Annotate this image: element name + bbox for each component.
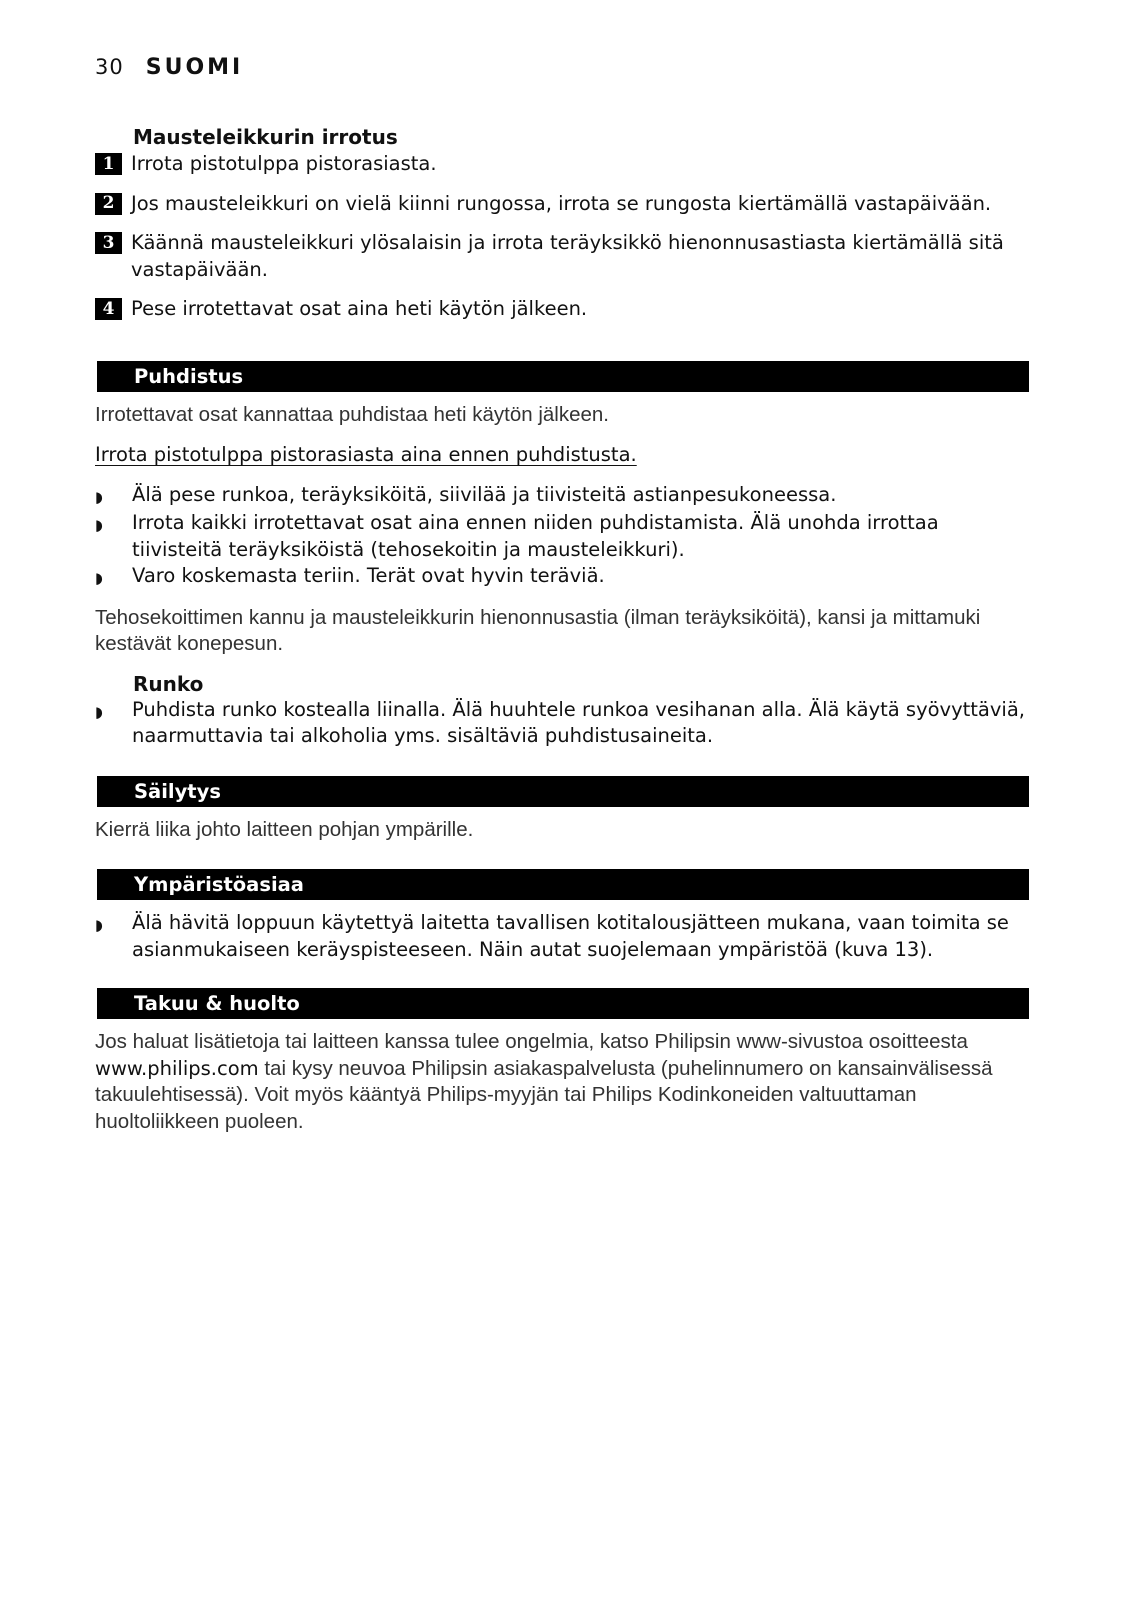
list-item — [95, 910, 1035, 963]
step-number: 1 — [95, 153, 122, 175]
step-number: 2 — [95, 193, 122, 215]
language-label: SUOMI — [145, 55, 244, 80]
dishwasher-note: Tehosekoittimen kannu ja mausteleikkurin hienonnusastia (ilman teräyksiköitä), kansi ja mittamuki kestävät konepesun. — [95, 605, 981, 655]
body-bullets — [95, 697, 1035, 750]
step-number: 3 — [95, 232, 122, 254]
bullet-icon: ◗ — [95, 487, 103, 506]
cleaning-warning — [95, 442, 1035, 469]
list-item-text: Älä hävitä loppuun käytettyä laitetta tavallisen kotitalousjätteen mukana, vaan toimita se asianmukaiseen keräyspisteeseen. Näin autat suojelemaan ympäristöä (kuva 13). — [132, 911, 1009, 961]
list-item — [95, 563, 1035, 592]
list-item-text: Irrota kaikki irrotettavat osat aina ennen niiden puhdistamista. Älä unohda irrottaa tiivisteitä teräyksiköistä (tehosekoitin ja mausteleikkuri). — [132, 511, 939, 561]
cleaning-section-header: Puhdistus — [97, 361, 1029, 392]
page-header — [95, 55, 243, 89]
environment-bullets — [95, 910, 1035, 963]
step-text: Käännä mausteleikkuri ylösalaisin ja irrota teräyksikkö hienonnusastiasta kiertämällä sitä vastapäivään. — [131, 231, 1004, 281]
step-1 — [95, 151, 1035, 178]
list-item — [95, 697, 1035, 750]
bullet-icon: ◗ — [95, 916, 103, 934]
step-3 — [95, 230, 1035, 283]
cleaning-warning-text: Irrota pistotulppa pistorasiasta aina ennen puhdistusta. — [95, 443, 637, 466]
step-text: Pese irrotettavat osat aina heti käytön jälkeen. — [131, 297, 588, 320]
step-number: 4 — [95, 298, 122, 320]
remove-steps — [95, 151, 1035, 323]
page-number: 30 — [95, 55, 124, 79]
warranty-text — [95, 1029, 1035, 1135]
bullet-icon: ◗ — [95, 569, 103, 587]
storage-section-header: Säilytys — [97, 776, 1029, 807]
storage-text: Kierrä liika johto laitteen pohjan ympärille. — [95, 817, 474, 841]
body-subsection-title: Runko — [133, 671, 204, 696]
step-text: Jos mausteleikkuri on vielä kiinni rungossa, irrota se rungosta kiertämällä vastapäivään. — [131, 191, 992, 215]
bullet-icon: ◗ — [95, 702, 103, 721]
list-item-text: Älä pese runkoa, teräyksiköitä, siivilää ja tiivisteitä astianpesukoneessa. — [132, 482, 837, 506]
page-content — [95, 124, 1035, 1135]
warranty-text-before: Jos haluat lisätietoja tai laitteen kanssa tulee ongelmia, katso Philipsin www-sivustoa osoitteesta — [95, 1030, 968, 1053]
philips-website-link[interactable]: www.philips.com — [95, 1056, 259, 1080]
list-item — [95, 510, 1035, 563]
cleaning-intro: Irrotettavat osat kannattaa puhdistaa heti käytön jälkeen. — [95, 402, 609, 426]
environment-section-header: Ympäristöasiaa — [97, 869, 1029, 900]
remove-section-title: Mausteleikkurin irrotus — [133, 125, 398, 149]
list-item-text: Puhdista runko kostealla liinalla. Älä huuhtele runkoa vesihanan alla. Älä käytä syövyttäviä, naarmuttavia tai alkoholia yms. sisältäviä puhdistusaineita. — [132, 697, 1025, 747]
warranty-text-after: tai kysy neuvoa Philipsin asiakaspalvelusta (puhelinnumero on kansainvälisessä takuulehtisessä). Voit myös kääntyä Philips-myyjän tai Philips Kodinkoneiden valtuuttaman huoltoliikkeen puoleen. — [95, 1056, 993, 1133]
bullet-icon: ◗ — [95, 516, 103, 534]
list-item — [95, 482, 1035, 511]
step-text: Irrota pistotulppa pistorasiasta. — [131, 152, 437, 175]
cleaning-bullets — [95, 482, 1035, 592]
warranty-section-header: Takuu & huolto — [97, 988, 1029, 1019]
step-4 — [95, 296, 1035, 323]
list-item-text: Varo koskemasta teriin. Terät ovat hyvin teräviä. — [132, 564, 605, 587]
step-2 — [95, 191, 1035, 218]
